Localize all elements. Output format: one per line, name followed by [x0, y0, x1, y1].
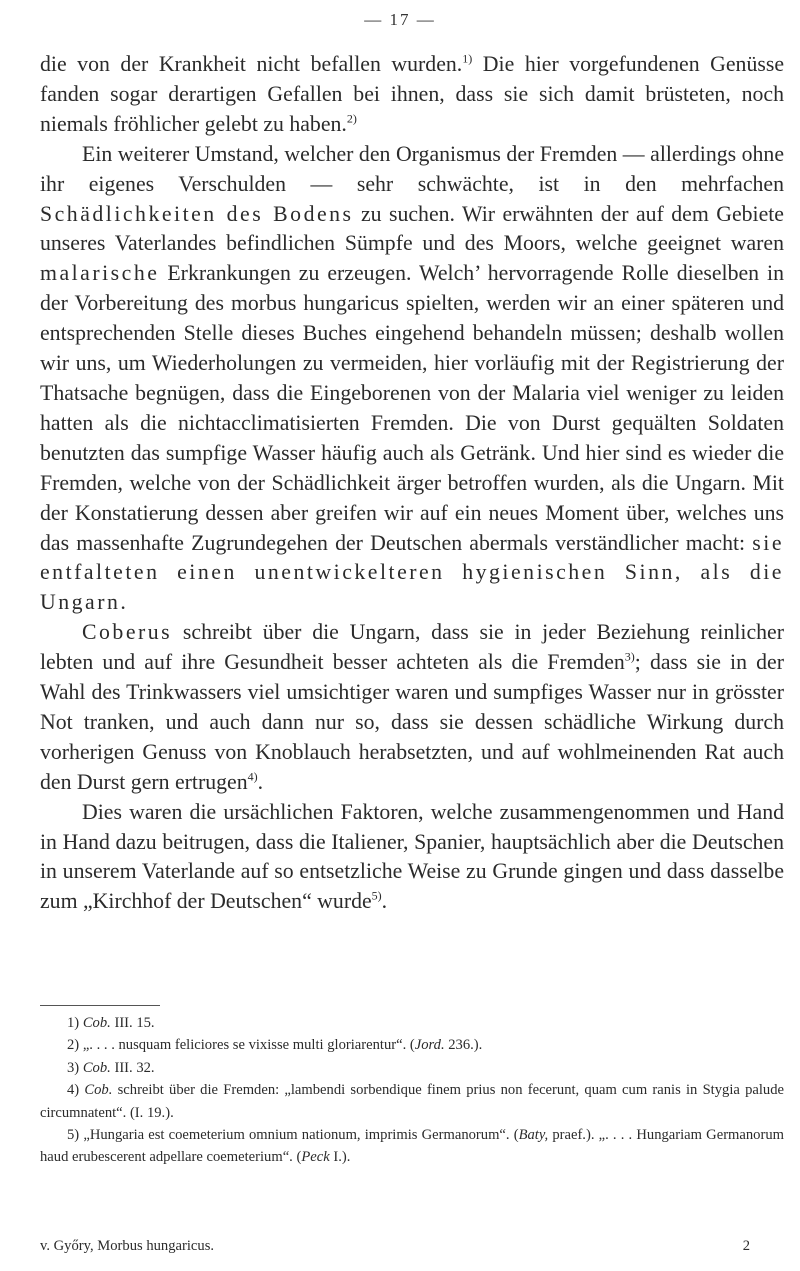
- spaced-emphasis: malarische: [40, 261, 160, 286]
- spaced-emphasis: Schädlichkeiten des Bodens: [40, 201, 354, 226]
- footnote-ref-5[interactable]: 5): [371, 889, 382, 904]
- footnote-text: „Hungaria est coemeterium omnium nationum, imprimis Germanorum“. (: [79, 1127, 519, 1144]
- footnote-number: 3): [67, 1059, 80, 1076]
- footnote-ref-1[interactable]: 1): [462, 51, 473, 66]
- footnote-5: [40, 1124, 784, 1169]
- footnote-text: III. 15.: [110, 1015, 155, 1031]
- footnote-text: 236.).: [444, 1037, 483, 1054]
- footnote-text: I.).: [329, 1149, 351, 1166]
- footnote-number: 2): [67, 1037, 80, 1054]
- text-span: Dies waren die ursächlichen Faktoren, welche zusammengenommen und Hand in Hand dazu beitrugen, dass die Italiener, Spanier, hauptsächlich aber die Deutschen in unserem Vaterlande auf so entsetzliche Weise zu Grunde gingen und dass dasselbe zum „Kirchhof der Deutschen“ wurde: [40, 799, 784, 914]
- footnote-text: praef.). „. . . . Hungariam Germanorum haud erubescerent adpellare coemeterium“. (: [40, 1127, 784, 1166]
- footnote-4: [40, 1079, 784, 1124]
- source-abbrev: Cob.: [84, 1082, 113, 1099]
- paragraph-4: [40, 798, 784, 918]
- text-span: ; dass sie in der Wahl des Trinkwassers viel umsichtiger waren und sumpfiges Wasser nur in grösster Not tranken, und auch dann nur so, dass sie dessen schädliche Wirkung durch vorherigen Genuss von Knoblauch herabsetzten, und auf wohlmeinenden Rat auch den Durst gern ertrugen: [40, 650, 784, 794]
- author-name: Coberus: [82, 620, 173, 645]
- text-span: Die hier vorgefundenen Genüsse fanden sogar derartigen Gefallen bei ihnen, dass sie sich damit brüsteten, noch niemals fröhlicher gelebt zu haben.: [40, 52, 784, 136]
- footnote-ref-3[interactable]: 3): [624, 649, 635, 664]
- footnote-divider: [40, 1005, 160, 1006]
- footnote-text: schreibt über die Fremden: „lambendi sorbendique finem prius non fecerunt, quam cum ranis in Stygia palude circumnatent“. (I. 19.).: [40, 1082, 784, 1121]
- text-span: Ein weiterer Umstand, welcher den Organismus der Fremden — allerdings ohne ihr eigenes Verschulden — sehr schwächte, ist in den mehrfachen: [40, 141, 784, 196]
- footnote-ref-4[interactable]: 4): [247, 769, 258, 784]
- source-abbrev: Peck: [301, 1149, 330, 1166]
- spaced-emphasis: sie entfalteten einen unentwickelteren hygienischen Sinn, als die Ungarn.: [40, 530, 784, 615]
- signature-line: [40, 1236, 784, 1256]
- paragraph-2: [40, 140, 784, 619]
- text-span: schreibt über die Ungarn, dass sie in jeder Beziehung reinlicher lebten und auf ihre Gesundheit besser achteten als die Fremden: [40, 620, 784, 675]
- footnote-text: III. 32.: [110, 1059, 155, 1076]
- book-signature: v. Győry, Morbus hungaricus.: [40, 1238, 215, 1254]
- footnote-number: 4): [67, 1082, 80, 1099]
- paragraph-1: [40, 50, 784, 140]
- source-abbrev: Jord.: [414, 1037, 445, 1054]
- source-abbrev: Cob.: [82, 1015, 111, 1031]
- page-number: — 17 —: [364, 10, 436, 29]
- text-span: .: [257, 769, 264, 794]
- text-span: .: [381, 889, 388, 914]
- footnote-number: 1): [67, 1015, 80, 1031]
- text-span: zu suchen. Wir erwähnten der auf dem Gebiete unseres Vaterlandes befindlichen Sümpfe und des Moors, welche geeignet waren: [40, 201, 784, 256]
- paragraph-3: [40, 618, 784, 797]
- text-span: Erkrankungen zu erzeugen. Welch’ hervorragende Rolle dieselben in der Vorbereitung des morbus hungaricus spielten, werden wir an einer späteren und entsprechenden Stelle dieses Buches eingehend behandeln müssen; deshalb wollen wir uns, um Wiederholungen zu vermeiden, hier vorläufig mit der Registrierung der Thatsache begnügen, dass die Eingeborenen von der Malaria viel weniger zu leiden hatten als die nichtacclimatisierten Fremden. Die von Durst gequälten Soldaten benutzten das sumpfige Wasser häufig auch als Getränk. Und hier sind es wieder die Fremden, welche von der Schädlichkeit ärger betroffen wurden, als die Ungarn. Mit der Konstatierung dessen aber greifen wir auf ein neues Moment über, welches uns das massenhafte Zugrundegehen der Deutschen abermals verständlicher macht:: [40, 261, 784, 555]
- source-abbrev: Baty,: [518, 1127, 549, 1144]
- footnotes: [40, 1012, 784, 1169]
- signature-number: 2: [742, 1238, 750, 1254]
- source-abbrev: Cob.: [82, 1059, 111, 1076]
- footnote-2: [40, 1034, 784, 1056]
- footnote-ref-2[interactable]: 2): [346, 111, 357, 126]
- footnote-1: [40, 1012, 784, 1034]
- footnote-number: 5): [67, 1127, 80, 1144]
- text-span: die von der Krankheit nicht befallen wurden.: [40, 52, 463, 76]
- footnote-text: „. . . . nusquam feliciores se vixisse multi gloriarentur“. (: [79, 1037, 415, 1054]
- footnote-3: [40, 1057, 784, 1079]
- main-text: [40, 50, 784, 917]
